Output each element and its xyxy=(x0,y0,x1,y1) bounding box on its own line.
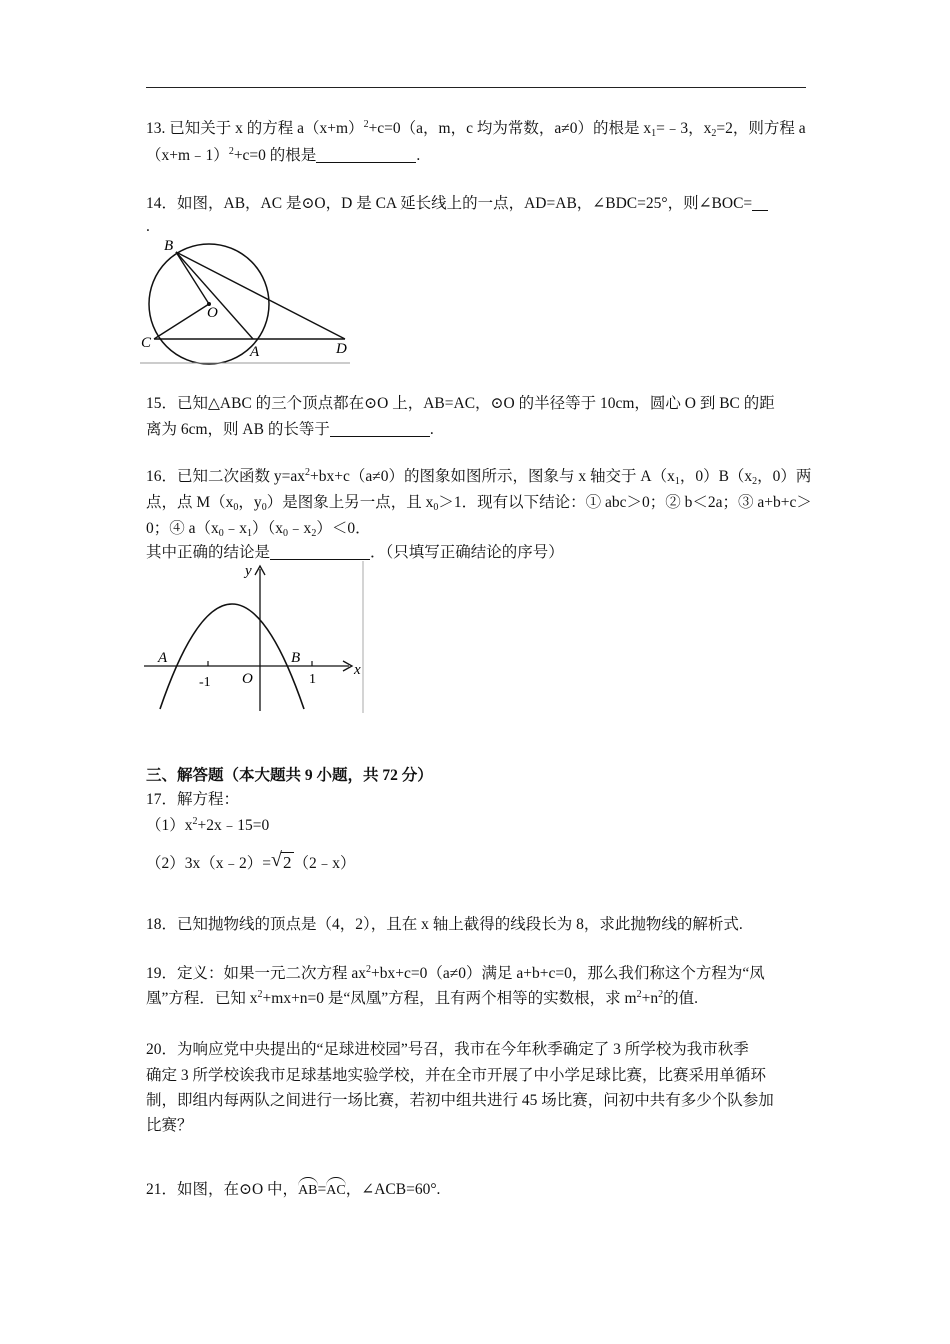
sqrt-symbol: √ 2 xyxy=(271,849,292,872)
label-y: y xyxy=(245,563,252,579)
label-d: D xyxy=(336,341,347,357)
q18-line-1: 18．已知抛物线的顶点是（4，2），且在 x 轴上截得的线段长为 8，求此抛物线的解析式. xyxy=(146,916,743,933)
q14-line-2: . xyxy=(146,218,150,235)
q14-line-1: 14．如图，AB，AC 是⊙O，D 是 CA 延长线上的一点，AD=AB，∠BDC=25°，则∠BOC= xyxy=(146,194,768,214)
line-oc xyxy=(154,304,209,339)
q19-line-2: 凰”方程．已知 $x^2+mx+n=0$ 是“凤凰”方程，且有两个相等的实数根，求 $m^2+n^2$的值. xyxy=(146,989,699,1007)
label-b: B xyxy=(291,650,301,666)
q16-line-2: 点，点 $M(x_0$，$y_0$）是图象上另一点，且 $x_0>1$．现有以下结论：① abc＞0；② b＜2a；③ a+b+c＞ xyxy=(146,494,812,513)
label-a: A xyxy=(250,344,260,360)
q20-line-4: 比赛？ xyxy=(146,1117,193,1134)
answer-blank[interactable] xyxy=(752,194,768,211)
label-o: O xyxy=(242,671,253,687)
q20-line-2: 确定 3 所学校诶我市足球基地实验学校，并在全市开展了中小学足球比赛，比赛采用单循环 xyxy=(146,1067,767,1084)
line-bd xyxy=(176,252,345,339)
parabola-curve xyxy=(160,604,304,709)
q16-parabola-graph xyxy=(144,561,366,715)
q15-line-2: 离为 6cm，则 AB 的长等于 . xyxy=(146,421,434,438)
header-rule xyxy=(146,87,806,88)
q14-circle-figure xyxy=(140,234,355,369)
q16-line-1: 16．已知二次函数 $y=ax^2+bx+c(a\ne 0)$的图象如图所示，图象与 x 轴交于 $A(x_1$，$0)B(x_2$，0）两 xyxy=(146,467,812,487)
q20-line-3: 制，即组内每两队之间进行一场比赛，若初中组共进行 45 场比赛，问初中共有多少个队参加 xyxy=(146,1092,774,1109)
q19-line-1: 19．定义：如果一元二次方程 $ax^2+bx+c=0(a\ne 0)$满足 a+b+c=0，那么我们称这个方程为“凤 xyxy=(146,964,765,982)
label-neg1: -1 xyxy=(199,675,211,690)
answer-blank[interactable] xyxy=(330,420,430,437)
arc-ac: AC xyxy=(326,1177,345,1201)
q20-line-1: 20．为响应党中央提出的“足球进校园”号召，我市在今年秋季确定了 3 所学校为我市秋季 xyxy=(146,1041,749,1058)
answer-blank[interactable] xyxy=(270,543,370,560)
q13-line-2: （x+m﹣1）$^2$+c=0 的根是 . xyxy=(146,146,421,164)
q17-part-1: $(1)x^2+2x﹣15=0$ xyxy=(146,816,270,834)
label-c: C xyxy=(141,335,152,351)
q16-line-3: 0；④ $a(x_0﹣x_1)(x_0﹣x_2)<0$． xyxy=(146,520,371,539)
label-one: 1 xyxy=(309,672,316,687)
answer-blank[interactable] xyxy=(316,146,416,163)
line-ba xyxy=(176,252,253,339)
label-a: A xyxy=(158,650,168,666)
arc-ab: AB xyxy=(298,1177,317,1201)
label-x: x xyxy=(354,662,361,678)
q17-title: 17．解方程： xyxy=(146,791,240,808)
q13-line-1: 13. 已知关于 x 的方程 $a(x+m)^2+c=0(a$，m，c 均为常数，a≠0）的根是 $x_1=﹣3$，$x_2=2$，则方程 a xyxy=(146,119,806,139)
q16-line-4: 其中正确的结论是 ．（只填写正确结论的序号） xyxy=(146,544,564,561)
q17-part-2: （2）3x（x﹣2）= √ 2 （2﹣x） xyxy=(146,849,356,872)
label-o: O xyxy=(207,305,218,321)
section-3-heading: 三、解答题（本大题共 9 小题，共 72 分） xyxy=(146,767,433,784)
q21-line-1: 21．如图，在⊙O 中，AB=AC，∠ACB=60°. xyxy=(146,1177,440,1201)
label-b: B xyxy=(164,238,174,254)
q15-line-1: 15．已知△ABC 的三个顶点都在⊙O 上，AB=AC，⊙O 的半径等于 10cm，圆心 O 到 BC 的距 xyxy=(146,395,775,412)
